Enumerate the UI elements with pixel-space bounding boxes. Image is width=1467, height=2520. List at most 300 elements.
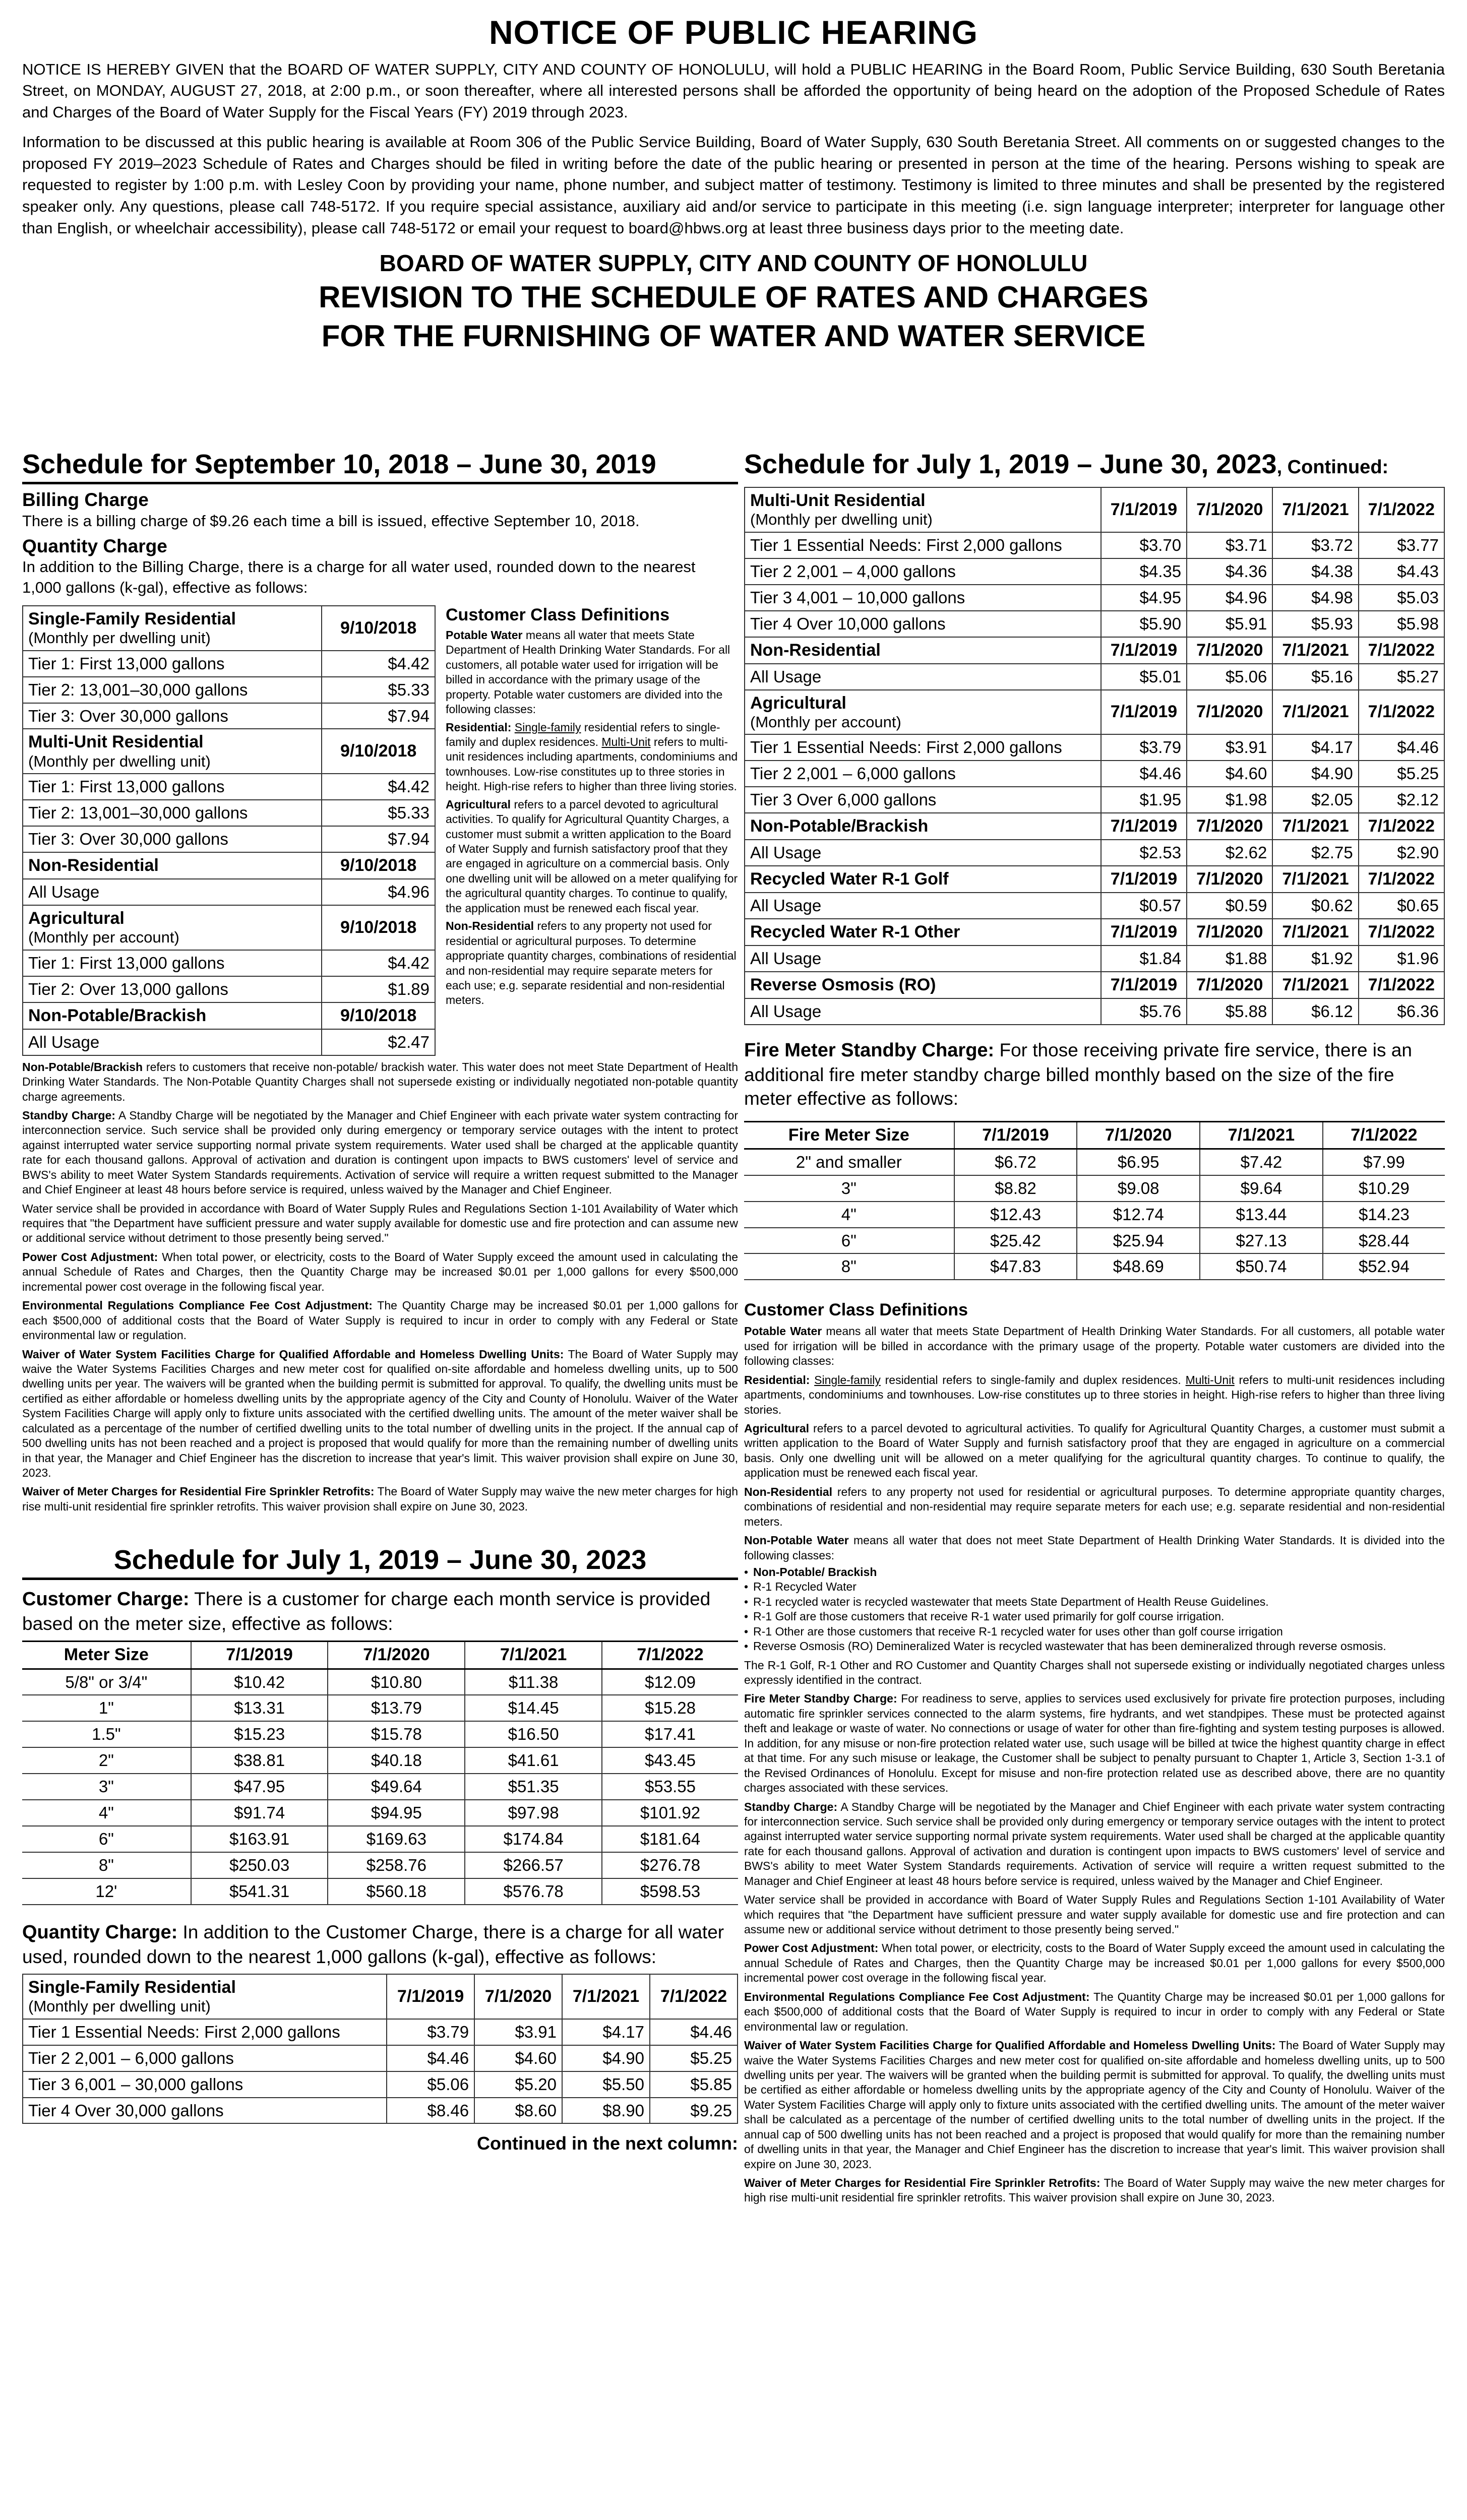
definitions-heading: Customer Class Definitions [446,605,669,624]
rate-cell: $4.17 [562,2019,650,2045]
column-header-cell: 7/1/2022 [602,1642,738,1669]
grid-row [22,1878,738,1905]
class-header-row [745,866,1444,893]
class-name-cell: Recycled Water R-1 Other [745,919,1101,946]
charge-cell: $28.44 [1323,1228,1445,1254]
tier-label-cell: Tier 3: Over 30,000 gallons [23,703,322,729]
rate-cell: $4.90 [562,2045,650,2071]
rate-row [23,879,435,905]
r-definition-potable: Potable Water means all water that meets State Department of Health Drinking Water Standards. For all customers, all potable water used for irrigation will be billed in accordance with the primary usage of the property. Potable water customers are divided into the following classes: [744,1325,1445,1368]
rate-cell: $5.01 [1101,664,1187,690]
rate-row [745,946,1444,972]
tier-label-cell: Tier 2: Over 13,000 gallons [23,976,322,1002]
charge-cell: $14.45 [465,1695,602,1721]
single-family-2019-table [22,1974,738,2124]
grid-row [22,1852,738,1878]
tier-label-cell: Tier 4 Over 30,000 gallons [23,2098,387,2124]
charge-cell: $9.64 [1200,1175,1323,1202]
charge-cell: $94.95 [328,1800,465,1826]
rate-cell: $9.25 [650,2098,738,2124]
r-definition-non-residential: Non-Residential refers to any property not used for residential or agricultural purposes. To determine appropriate quantity charges, combinations of residential and non-residential may require separate meters for each use; e.g. separate residential and non-residential meters. [744,1485,1445,1528]
rate-row [745,532,1444,558]
tier-label-cell: All Usage [745,893,1101,919]
board-heading: BOARD OF WATER SUPPLY, CITY AND COUNTY OF HONOLULU [379,249,1088,276]
charge-cell: $14.23 [1323,1202,1445,1228]
meter-size-table [22,1641,738,1905]
effective-date-cell: 7/1/2020 [1187,919,1272,946]
rate-cell: $0.62 [1272,893,1358,919]
tier-label-cell: Tier 1 Essential Needs: First 2,000 gallons [745,532,1101,558]
effective-date-cell: 7/1/2019 [1101,690,1187,735]
rate-cell: $8.60 [474,2098,562,2124]
size-cell: 1.5" [22,1721,191,1747]
tier-label-cell: Tier 3 6,001 – 30,000 gallons [23,2071,387,2098]
rate-row [745,761,1444,787]
rate-cell: $3.77 [1359,532,1444,558]
rate-cell: $4.42 [322,950,435,976]
charge-cell: $10.42 [191,1669,328,1695]
rate-cell: $5.25 [1359,761,1444,787]
effective-date-cell: 7/1/2022 [1359,690,1444,735]
effective-date-cell: 7/1/2021 [562,1974,650,2019]
charge-cell: $7.99 [1323,1149,1445,1175]
rate-cell: $4.46 [650,2019,738,2045]
class-header-row [745,972,1444,998]
effective-date-cell: 7/1/2020 [1187,690,1272,735]
fire-meter-definition: Fire Meter Standby Charge: For readiness to serve, applies to services used exclusively for private fire protection purposes, including automatic fire sprinkler services connected to the alarm systems, fire hydrants, and wet standpipes. These must be protected against theft and leakage or waste of water. No connections or usage of water for other than fire-fighting and system testing purposes is allowed. In addition, for any misuse or non-fire protection related water use, such usage will be billed at twice the highest quantity charge in effect at that time. For any such misuse or leakage, the Customer shall be subject to penalty pursuant to Chapter 1, Article 3, Section 1-3.1 of the Revised Ordinances of Honolulu. Except for misuse and non-fire protection related use as described above, there are no quantity charges associated with these services. [744,1692,1445,1795]
customer-class-definitions [446,605,738,1056]
effective-date-cell: 7/1/2022 [1359,919,1444,946]
fire-meter-standby-text: Fire Meter Standby Charge: For those receiving private fire service, there is an additional fire meter standby charge billed monthly based on the size of the fire meter effective as follows: [744,1040,1412,1109]
column-header-cell: 7/1/2020 [1077,1121,1200,1149]
tier-label-cell: All Usage [745,998,1101,1025]
effective-date-cell: 7/1/2019 [1101,972,1187,998]
class-header-row [745,487,1444,532]
grid-row [744,1175,1445,1202]
charge-cell: $6.95 [1077,1149,1200,1175]
size-cell: 8" [744,1253,954,1280]
non-potable-brackish-item: • Non-Potable/ Brackish [744,1565,1445,1580]
rate-row [23,1029,435,1055]
column-header-cell: 7/1/2019 [191,1642,328,1669]
rate-row [745,787,1444,813]
rate-cell: $4.17 [1272,734,1358,761]
rate-cell: $3.91 [474,2019,562,2045]
charge-cell: $10.80 [328,1669,465,1695]
rate-row [23,677,435,703]
size-cell: 2" and smaller [744,1149,954,1175]
grid-row [22,1774,738,1800]
charge-cell: $49.64 [328,1774,465,1800]
charge-cell: $258.76 [328,1852,465,1878]
grid-row [22,1826,738,1852]
charge-cell: $163.91 [191,1826,328,1852]
rate-cell: $4.36 [1187,558,1272,585]
effective-date-cell: 9/10/2018 [322,606,435,651]
r-definition-non-potable: Non-Potable Water means all water that does not meet State Department of Health Drinking Water Standards. It is divided into the following classes: [744,1534,1445,1562]
effective-date-cell: 7/1/2022 [1359,637,1444,664]
rate-cell: $3.79 [387,2019,474,2045]
charge-cell: $12.43 [954,1202,1077,1228]
rates-2019-continued-table [744,487,1445,1025]
rate-cell: $4.90 [1272,761,1358,787]
class-header-row [23,606,435,651]
rate-row [23,800,435,826]
rate-cell: $2.12 [1359,787,1444,813]
grid-row [744,1149,1445,1175]
charge-cell: $169.63 [328,1826,465,1852]
charge-cell: $541.31 [191,1878,328,1905]
non-potable-classes [744,1565,1445,1654]
rate-row [23,2045,738,2071]
charge-cell: $50.74 [1200,1253,1323,1280]
class-name-cell: Agricultural (Monthly per account) [23,905,322,950]
class-name-cell: Non-Residential [23,852,322,879]
rate-cell: $5.88 [1187,998,1272,1025]
effective-date-cell: 9/10/2018 [322,852,435,879]
facilities-waiver-note: Waiver of Water System Facilities Charge for Qualified Affordable and Homeless Dwelling Units: The Board of Water Supply may waive the Water Systems Facilities Charges and new meter cost for qualified on-site affordable and homeless dwelling units, up to 500 dwelling units per year. The waivers will be granted when the building permit is submitted for approval. To qualify, the dwelling units must be certified as either affordable or homeless dwelling units by the appropriate agency of the City and County of Honolulu. Waiver of the Water System Facilities Charge will apply only to fixture units associated with the certified dwelling units. The amount of the meter waiver shall be calculated as a percentage of the number of certified dwelling units to the total number of dwelling units in the project. If the annual cap of 500 dwelling units has not been reached and a project is proposed that would qualify for more than the remaining number of dwelling units in that year, the Manager and Chief Engineer has the discretion to increase that year's limit. This waiver provision shall expire on June 30, 2023. [22,1347,738,1480]
effective-date-cell: 7/1/2021 [1272,919,1358,946]
definition-non-residential: Non-Residential refers to any property not used for residential or agricultural purposes. To determine appropriate quantity charges, combinations of residential and non-residential may require separate meters for each use; e.g. separate residential and non-residential meters. [446,919,737,1007]
tier-label-cell: All Usage [745,840,1101,866]
definition-residential: Residential: Single-family residential refers to single-family and duplex residences. Multi-Unit refers to multi-unit residences including apartments, condominiums and townhouses. Low-rise constitutes up to three stories in height. High-rise refers to higher than three living stories. [446,720,738,793]
charge-cell: $15.78 [328,1721,465,1747]
grid-row [22,1695,738,1721]
rate-cell: $8.46 [387,2098,474,2124]
class-bullet: • Reverse Osmosis (RO) Demineralized Water is recycled wastewater that has been demineralized through reverse osmosis. [744,1639,1445,1654]
rate-row [745,840,1444,866]
left-column [22,449,738,2520]
size-cell: 4" [22,1800,191,1826]
r-power-cost-note: Power Cost Adjustment: When total power, or electricity, costs to the Board of Water Supply exceed the amount used in calculating the annual Schedule of Rates and Charges, then the Quantity Charge may be increased $0.01 per 1,000 gallons for every $500,000 incremental power cost overage in the following fiscal year. [744,1941,1445,1985]
r-environmental-fee-note: Environmental Regulations Compliance Fee Cost Adjustment: The Quantity Charge may be increased $0.01 per 1,000 gallons for each $500,000 of additional costs that the Board of Water Supply is required to incur in order to comply with any Federal or State environmental law or regulation. [744,1990,1445,2033]
rate-row [745,893,1444,919]
charge-cell: $38.81 [191,1747,328,1774]
rate-cell: $4.42 [322,774,435,800]
size-cell: 2" [22,1747,191,1774]
rate-cell: $3.79 [1101,734,1187,761]
rate-cell: $1.96 [1359,946,1444,972]
rate-cell: $5.98 [1359,611,1444,637]
customer-charge-text: Customer Charge: There is a customer for charge each month service is provided based on the meter size, effective as follows: [22,1589,711,1634]
tier-label-cell: All Usage [23,1029,322,1055]
grid-header-row [22,1642,738,1669]
effective-date-cell: 7/1/2019 [1101,919,1187,946]
rate-cell: $4.95 [1101,585,1187,611]
billing-charge-text: There is a billing charge of $9.26 each time a bill is issued, effective September 10, 2018. [22,512,640,530]
size-cell: 6" [22,1826,191,1852]
charge-cell: $13.79 [328,1695,465,1721]
charge-cell: $91.74 [191,1800,328,1826]
rate-row [23,651,435,677]
rate-cell: $1.95 [1101,787,1187,813]
rate-row [23,826,435,852]
schedule-2019-continued-title: Schedule for July 1, 2019 – June 30, 2023, Continued: [744,449,1389,479]
rate-cell: $4.46 [387,2045,474,2071]
charge-cell: $266.57 [465,1852,602,1878]
rate-row [23,950,435,976]
class-header-row [745,813,1444,840]
effective-date-cell: 9/10/2018 [322,905,435,950]
rate-cell: $4.38 [1272,558,1358,585]
intro [22,59,1445,239]
rate-cell: $4.46 [1101,761,1187,787]
tier-label-cell: Tier 2 2,001 – 6,000 gallons [23,2045,387,2071]
rate-cell: $1.92 [1272,946,1358,972]
class-header-row [23,1974,738,2019]
rate-cell: $5.16 [1272,664,1358,690]
effective-date-cell: 7/1/2021 [1272,637,1358,664]
effective-date-cell: 7/1/2021 [1272,487,1358,532]
charge-cell: $25.42 [954,1228,1077,1254]
rate-row [23,774,435,800]
grid-row [22,1721,738,1747]
left-fine-print [22,1060,738,1515]
effective-date-cell: 7/1/2022 [1359,972,1444,998]
rate-row [23,2071,738,2098]
definition-potable: Potable Water means all water that meets State Department of Health Drinking Water Standards. For all customers, all potable water used for irrigation will be billed in accordance with the primary usage of the property. Potable water customers are divided into the following classes: [446,628,730,716]
rate-cell: $3.91 [1187,734,1272,761]
rate-cell: $5.25 [650,2045,738,2071]
effective-date-cell: 9/10/2018 [322,1002,435,1029]
charge-cell: $27.13 [1200,1228,1323,1254]
class-header-row [745,690,1444,735]
size-cell: 5/8" or 3/4" [22,1669,191,1695]
charge-cell: $13.31 [191,1695,328,1721]
rate-row [745,585,1444,611]
tier-label-cell: Tier 1: First 13,000 gallons [23,774,322,800]
charge-cell: $560.18 [328,1878,465,1905]
charge-cell: $16.50 [465,1721,602,1747]
environmental-fee-note: Environmental Regulations Compliance Fee Cost Adjustment: The Quantity Charge may be increased $0.01 per 1,000 gallons for each $500,000 of additional costs that the Board of Water Supply is required to incur in order to comply with any Federal or State environmental law or regulation. [22,1299,738,1342]
standby-charge-note: Standby Charge: A Standby Charge will be negotiated by the Manager and Chief Engineer with each private water system contracting for interconnection service. Such service shall be provided only during emergency or temporary service outages with the intent to protect against interrupted water service supporting normal private system requirements. Water used shall be charged at the applicable quantity rate for each thousand gallons. Approval of activation and duration is contingent upon impacts to BWS customers' level of service and BWS's ability to meet Water System Standards requirements. Activation of service will require a written request submitted to the Manager and Chief Engineer at least 48 hours before service is required, unless waived by the Manager and Chief Engineer. [22,1108,738,1196]
class-bullet: • R-1 Recycled Water [744,1580,1445,1594]
rate-row [745,664,1444,690]
rate-cell: $2.53 [1101,840,1187,866]
class-name-cell: Agricultural (Monthly per account) [745,690,1101,735]
rate-cell: $5.06 [387,2071,474,2098]
rate-cell: $2.47 [322,1029,435,1055]
class-name-cell: Reverse Osmosis (RO) [745,972,1101,998]
rate-cell: $2.05 [1272,787,1358,813]
charge-cell: $10.29 [1323,1175,1445,1202]
class-name-cell: Non-Potable/Brackish [745,813,1101,840]
class-name-cell: Recycled Water R-1 Golf [745,866,1101,893]
effective-date-cell: 7/1/2021 [1272,690,1358,735]
tier-label-cell: Tier 4 Over 10,000 gallons [745,611,1101,637]
effective-date-cell: 7/1/2020 [1187,972,1272,998]
class-header-row [23,1002,435,1029]
class-bullet: • R-1 Other are those customers that receive R-1 recycled water for uses other than golf course irrigation [744,1624,1445,1639]
charge-cell: $97.98 [465,1800,602,1826]
r-facilities-waiver-note: Waiver of Water System Facilities Charge for Qualified Affordable and Homeless Dwelling Units: The Board of Water Supply may waive the Water Systems Facilities Charges and new meter cost for qualified on-site affordable and homeless dwelling units, up to 500 dwelling units per year. The waivers will be granted when the building permit is submitted for approval. To qualify, the dwelling units must be certified as either affordable or homeless dwelling units by the appropriate agency of the City and County of Honolulu. Waiver of the Water System Facilities Charge will apply only to fixture units associated with the certified dwelling units. The amount of the meter waiver shall be calculated as a percentage of the number of certified dwelling units to the total number of dwelling units in the project. If the annual cap of 500 dwelling units has not been reached and a project is proposed that would qualify for more than the remaining number of dwelling units in that year, the Manager and Chief Engineer has the discretion to increase that year's limit. This waiver provision shall expire on June 30, 2023. [744,2039,1445,2171]
tier-label-cell: Tier 2 2,001 – 6,000 gallons [745,761,1101,787]
effective-date-cell: 9/10/2018 [322,729,435,774]
effective-date-cell: 7/1/2020 [1187,813,1272,840]
tier-label-cell: Tier 3 4,001 – 10,000 gallons [745,585,1101,611]
rate-cell: $6.12 [1272,998,1358,1025]
rate-cell: $0.57 [1101,893,1187,919]
rate-cell: $4.96 [1187,585,1272,611]
charge-cell: $47.95 [191,1774,328,1800]
class-header-row [745,919,1444,946]
charge-cell: $15.23 [191,1721,328,1747]
class-name-cell: Single-Family Residential (Monthly per dwelling unit) [23,1974,387,2019]
charge-cell: $48.69 [1077,1253,1200,1280]
rate-cell: $4.43 [1359,558,1444,585]
class-header-row [23,852,435,879]
definition-agricultural: Agricultural refers to a parcel devoted to agricultural activities. To qualify for Agricultural Quantity Charges, a customer must submit a written application to the Board of Water Supply and furnish satisfactory proof that they are engaged in agriculture on a commercial basis. Only one dwelling unit will be allowed on a meter qualifying for the agricultural quantity charges. To continue to qualify, the application must be renewed each fiscal year. [446,797,738,915]
size-cell: 6" [744,1228,954,1254]
rate-cell: $2.75 [1272,840,1358,866]
rates-2018-block [22,605,738,1056]
class-header-row [23,729,435,774]
effective-date-cell: 7/1/2022 [1359,487,1444,532]
rate-cell: $2.90 [1359,840,1444,866]
r1-charges-note: The R-1 Golf, R-1 Other and RO Customer and Quantity Charges shall not supersede existing or individually negotiated charges unless expressly identified in the contract. [744,1658,1445,1687]
rate-row [23,976,435,1002]
rate-cell: $5.33 [322,800,435,826]
non-potable-brackish-note: Non-Potable/Brackish refers to customers that receive non-potable/ brackish water. This water does not meet State Department of Health Drinking Water Standards. The Non-Potable Quantity Charges shall not supersede existing or individually negotiated non-potable quantity charge agreements. [22,1060,738,1103]
r-standby-note: Standby Charge: A Standby Charge will be negotiated by the Manager and Chief Engineer with each private water system contracting for interconnection service. Such service shall be provided only during emergency or temporary service outages with the intent to protect against interrupted water service supporting normal private system requirements. Water used shall be charged at the applicable quantity rate for each thousand gallons. Approval of activation and duration is contingent upon impacts to BWS customers' level of service and BWS's ability to meet Water System Standards requirements. Activation of service will require a written request submitted to the Manager and Chief Engineer at least 48 hours before service is required, unless waived by the Manager and Chief Engineer. [744,1800,1445,1887]
rate-cell: $7.94 [322,826,435,852]
revision-title-line-2: FOR THE FURNISHING OF WATER AND WATER SERVICE [321,319,1146,353]
tier-label-cell: Tier 1: First 13,000 gallons [23,651,322,677]
tier-label-cell: Tier 1: First 13,000 gallons [23,950,322,976]
rate-cell: $7.94 [322,703,435,729]
effective-date-cell: 7/1/2019 [1101,866,1187,893]
rate-cell: $5.85 [650,2071,738,2098]
sprinkler-waiver-note: Waiver of Meter Charges for Residential Fire Sprinkler Retrofits: The Board of Water Supply may waive the new meter charges for high rise multi-unit residential fire sprinkler retrofits. This waiver provision shall expire on June 30, 2023. [22,1485,738,1513]
r-sprinkler-waiver-note: Waiver of Meter Charges for Residential Fire Sprinkler Retrofits: The Board of Water Supply may waive the new meter charges for high rise multi-unit residential fire sprinkler retrofits. This waiver provision shall expire on June 30, 2023. [744,2176,1445,2204]
intro-paragraph-2: Information to be discussed at this public hearing is available at Room 306 of the Public Service Building, Board of Water Supply, 630 South Beretania Street. All comments on or suggested changes to the proposed FY 2019–2023 Schedule of Rates and Charges should be filed in writing before the date of the public hearing or presented in person at the time of the hearing. Persons wishing to speak are requested to register by 1:00 p.m. with Lesley Coon by providing your name, phone number, and subject matter of testimony. Testimony is limited to three minutes and shall be presented by the registered speaker only. Any questions, please call 748-5172. If you require special assistance, auxiliary aid and/or service to participate in this meeting (i.e. sign language interpreter; interpreter for language other than English, or wheelchair accessibility), please call 748-5172 or email your request to board@hbws.org at least three business days prior to the meeting date. [22,133,1445,237]
rate-cell: $5.20 [474,2071,562,2098]
effective-date-cell: 7/1/2022 [1359,813,1444,840]
size-cell: 8" [22,1852,191,1878]
column-header-cell: Fire Meter Size [744,1121,954,1149]
size-cell: 1" [22,1695,191,1721]
rate-row [745,734,1444,761]
rate-cell: $5.90 [1101,611,1187,637]
charge-cell: $51.35 [465,1774,602,1800]
right-definitions [744,1300,1445,2206]
size-cell: 4" [744,1202,954,1228]
rate-cell: $1.84 [1101,946,1187,972]
billing-charge-heading: Billing Charge [22,489,149,511]
revision-title-line-1: REVISION TO THE SCHEDULE OF RATES AND CHARGES [319,280,1148,314]
rate-cell: $2.62 [1187,840,1272,866]
charge-cell: $9.08 [1077,1175,1200,1202]
grid-row [744,1253,1445,1280]
size-cell: 3" [744,1175,954,1202]
notice-header [22,14,1445,353]
rate-cell: $4.60 [1187,761,1272,787]
schedule-2018-title: Schedule for September 10, 2018 – June 30, 2019 [22,449,738,484]
intro-paragraph-1: NOTICE IS HEREBY GIVEN that the BOARD OF WATER SUPPLY, CITY AND COUNTY OF HONOLULU, will hold a PUBLIC HEARING in the Board Room, Public Service Building, 630 South Beretania Street, on MONDAY, AUGUST 27, 2018, at 2:00 p.m., or soon thereafter, where all interested persons shall be afforded the opportunity of being heard on the adoption of the Proposed Schedule of Rates and Charges of the Board of Water Supply for the Fiscal Years (FY) 2019 through 2023. [22,60,1445,121]
effective-date-cell: 7/1/2020 [1187,637,1272,664]
effective-date-cell: 7/1/2021 [1272,972,1358,998]
effective-date-cell: 7/1/2020 [1187,487,1272,532]
rate-cell: $5.50 [562,2071,650,2098]
charge-cell: $12.09 [602,1669,738,1695]
charge-cell: $13.44 [1200,1202,1323,1228]
column-header-cell: 7/1/2022 [1323,1121,1445,1149]
effective-date-cell: 7/1/2022 [1359,866,1444,893]
charge-cell: $53.55 [602,1774,738,1800]
effective-date-cell: 7/1/2022 [650,1974,738,2019]
rate-cell: $5.33 [322,677,435,703]
rate-cell: $1.89 [322,976,435,1002]
class-name-cell: Non-Residential [745,637,1101,664]
tier-label-cell: Tier 2: 13,001–30,000 gallons [23,800,322,826]
class-name-cell: Multi-Unit Residential (Monthly per dwelling unit) [745,487,1101,532]
grid-row [22,1800,738,1826]
tier-label-cell: Tier 2 2,001 – 4,000 gallons [745,558,1101,585]
rate-row [745,998,1444,1025]
rate-cell: $1.98 [1187,787,1272,813]
effective-date-cell: 7/1/2019 [1101,813,1187,840]
charge-cell: $12.74 [1077,1202,1200,1228]
rate-cell: $5.06 [1187,664,1272,690]
quantity-charge-2019-text: Quantity Charge: In addition to the Customer Charge, there is a charge for all water used, rounded down to the nearest 1,000 gallons (k-gal), effective as follows: [22,1921,724,1967]
quantity-charge-heading: Quantity Charge [22,535,167,556]
r-water-service-rules-note: Water service shall be provided in accordance with Board of Water Supply Rules and Regulations Section 1-101 Availability of Water which requires that "the Department have sufficient pressure and water supply available for domestic use and fire protection and can assume new or additional service without detriment to those presently being served." [744,1893,1445,1936]
rate-cell: $5.91 [1187,611,1272,637]
charge-cell: $250.03 [191,1852,328,1878]
column-header-cell: 7/1/2021 [465,1642,602,1669]
grid-row [22,1669,738,1695]
tier-label-cell: All Usage [23,879,322,905]
rate-cell: $0.59 [1187,893,1272,919]
quantity-charge-text: In addition to the Billing Charge, there is a charge for all water used, rounded down to the nearest 1,000 gallons (k-gal), effective as follows: [22,558,696,596]
rate-row [745,558,1444,585]
rate-row [23,2019,738,2045]
rates-2018-table [22,605,436,1056]
rate-cell: $4.98 [1272,585,1358,611]
rate-cell: $4.35 [1101,558,1187,585]
r-definition-agricultural: Agricultural refers to a parcel devoted to agricultural activities. To qualify for Agricultural Quantity Charges, a customer must submit a written application to the Board of Water Supply and furnish satisfactory proof that they are engaged in agriculture on a commercial basis. Only one dwelling unit will be allowed on a meter qualifying for the agricultural quantity charges. To continue to qualify, the application must be renewed each fiscal year. [744,1422,1445,1480]
charge-cell: $276.78 [602,1852,738,1878]
tier-label-cell: Tier 1 Essential Needs: First 2,000 gallons [745,734,1101,761]
charge-cell: $11.38 [465,1669,602,1695]
rate-cell: $5.27 [1359,664,1444,690]
charge-cell: $40.18 [328,1747,465,1774]
class-header-row [745,637,1444,664]
rate-row [23,2098,738,2124]
rate-cell: $4.42 [322,651,435,677]
charge-cell: $47.83 [954,1253,1077,1280]
size-cell: 3" [22,1774,191,1800]
rate-cell: $1.88 [1187,946,1272,972]
rate-row [745,611,1444,637]
power-cost-note: Power Cost Adjustment: When total power, or electricity, costs to the Board of Water Supply exceed the amount used in calculating the annual Schedule of Rates and Charges, then the Quantity Charge may be increased $0.01 per 1,000 gallons for every $500,000 incremental power cost overage in the following fiscal year. [22,1250,738,1293]
charge-cell: $52.94 [1323,1253,1445,1280]
tier-label-cell: All Usage [745,946,1101,972]
charge-cell: $17.41 [602,1721,738,1747]
column-header-cell: 7/1/2020 [328,1642,465,1669]
rate-cell: $4.60 [474,2045,562,2071]
rate-cell: $4.46 [1359,734,1444,761]
rate-cell: $0.65 [1359,893,1444,919]
charge-cell: $43.45 [602,1747,738,1774]
column-header-cell: 7/1/2019 [954,1121,1077,1149]
rate-cell: $5.76 [1101,998,1187,1025]
rate-cell: $6.36 [1359,998,1444,1025]
continued-note: Continued in the next column: [477,2133,738,2154]
r-definition-residential: Residential: Single-family residential refers to single-family and duplex residences. Multi-Unit refers to multi-unit residences including apartments, condominiums and townhouses. Low-rise constitutes up to three stories in height. High-rise refers to higher than three living stories. [744,1373,1445,1416]
effective-date-cell: 7/1/2021 [1272,813,1358,840]
effective-date-cell: 7/1/2019 [1101,637,1187,664]
